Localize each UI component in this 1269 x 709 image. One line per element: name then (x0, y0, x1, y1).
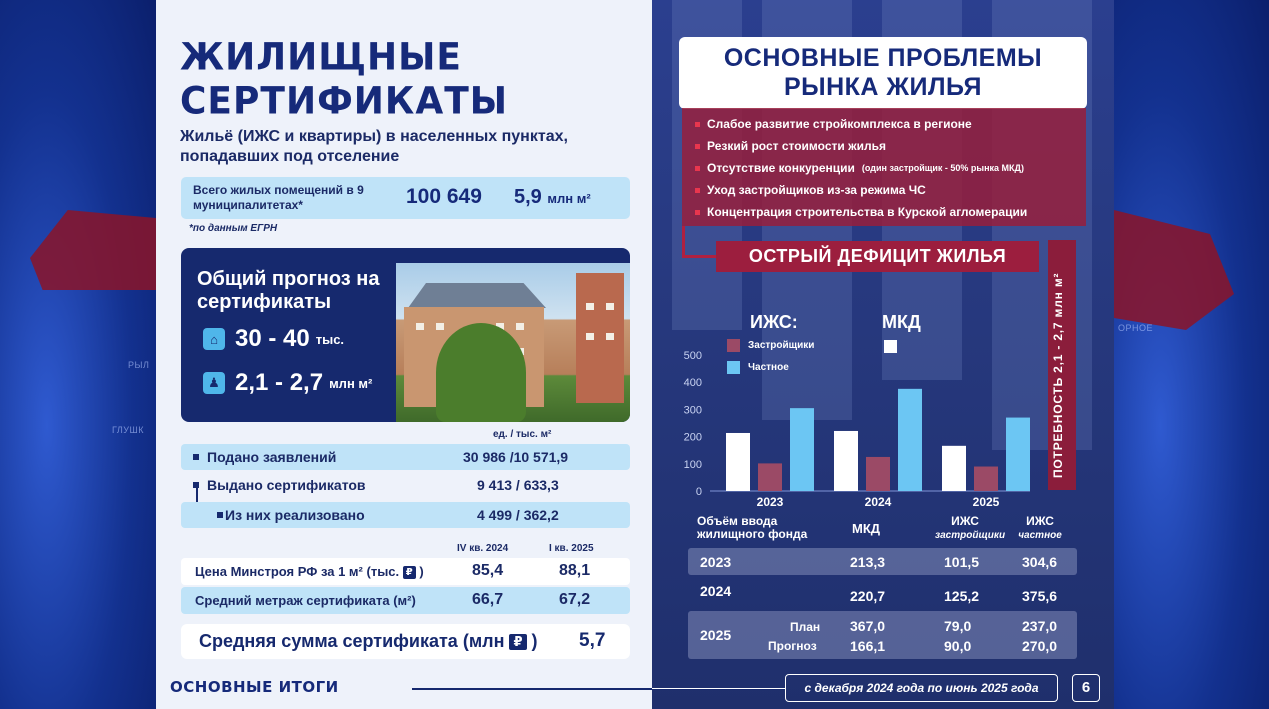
price-value-q4: 85,4 (472, 562, 504, 579)
y-tick-label: 0 (695, 486, 702, 498)
bar-private (790, 408, 814, 491)
table-cell: 375,6 (1022, 588, 1058, 604)
forecast-title: Общий прогноз на сертификаты (197, 268, 380, 313)
table-row-2025 (688, 611, 1077, 659)
stat-row-issued (181, 472, 630, 498)
ruble-icon: ₽ (403, 566, 416, 579)
bar-mkd (726, 433, 750, 491)
title-line: СЕРТИФИКАТЫ (180, 80, 509, 124)
forecast-count-row (203, 325, 344, 353)
price-label (195, 564, 424, 579)
table-header-mkd: МКД (852, 521, 881, 536)
background-map-right (1114, 0, 1269, 709)
quarter-header: IV кв. 2024 (457, 543, 509, 554)
price-value-q1: 88,1 (559, 562, 591, 579)
problem-item (695, 139, 886, 153)
stat-value: 4 499 / 362,2 (477, 507, 559, 523)
area-value-q1: 67,2 (559, 591, 591, 608)
problem-item (695, 205, 1027, 219)
table-cell: 270,0 (1022, 638, 1058, 654)
photo-building (576, 273, 624, 403)
x-tick-label: 2025 (972, 495, 1000, 509)
stat-value: 30 986 /10 571,9 (463, 449, 569, 465)
photo-window (586, 303, 594, 310)
table-header-sub: застройщики (935, 530, 1006, 541)
price-label-end: ) (419, 564, 424, 579)
problem-text: Слабое развитие стройкомплекса в регионе (707, 117, 972, 131)
total-housing-box (181, 177, 630, 219)
photo-tree (436, 323, 526, 422)
total-count: 100 649 (406, 185, 482, 208)
x-tick-label: 2024 (864, 495, 892, 509)
problems-list (682, 108, 1086, 226)
stat-label: Из них реализовано (225, 507, 365, 523)
table-cell: 237,0 (1022, 618, 1058, 634)
table-header-text: ИЖС (951, 514, 979, 528)
legend-label: Частное (748, 362, 789, 373)
bullet (193, 454, 199, 460)
table-header-text: ИЖС (1026, 514, 1054, 528)
page-number: 6 (1072, 674, 1100, 702)
problem-note: (один застройщик - 50% рынка МКД) (861, 163, 1024, 173)
stat-label: Подано заявлений (207, 449, 337, 465)
subtitle: Жильё (ИЖС и квартиры) в населенных пунктах, попадавших под отселение (180, 128, 568, 165)
page-title (180, 36, 640, 124)
bar-mkd (834, 431, 858, 491)
table-year: 2023 (700, 554, 732, 570)
table-year: 2025 (700, 627, 732, 643)
table-cell: 125,2 (944, 588, 980, 604)
price-row (181, 558, 630, 585)
total-area-value: 5,9 (514, 186, 542, 208)
bullet (217, 512, 223, 518)
photo-window (416, 323, 424, 330)
bar-developers (974, 467, 998, 491)
y-tick-label: 500 (683, 350, 702, 362)
table-header-izhs-developers (935, 514, 1006, 542)
total-label: Всего жилых помещений в 9 муниципалитетах* (193, 183, 364, 212)
ruble-icon: ₽ (509, 634, 526, 650)
problem-text: Концентрация строительства в Курской агломерации (707, 205, 1028, 219)
quarter-header: I кв. 2025 (549, 543, 594, 554)
footer-title: ОСНОВНЫЕ ИТОГИ (170, 678, 339, 696)
total-area (514, 186, 591, 209)
background-map-left (0, 0, 156, 709)
total-area-unit: млн м² (547, 191, 591, 206)
bullet (695, 144, 700, 149)
units-label: ед. / тыс. м² (493, 429, 552, 440)
table-cell: 367,0 (850, 618, 886, 634)
plan-label: План (790, 620, 821, 634)
problem-item (695, 117, 972, 131)
x-tick-label: 2023 (756, 495, 784, 509)
table-header-volume: Объём ввода жилищного фонда (697, 514, 808, 541)
forecast-area: 2,1 - 2,7 (235, 369, 324, 396)
forecast-count-unit: тыс. (315, 331, 345, 347)
photo-window (436, 323, 444, 330)
table-cell: 166,1 (850, 638, 886, 654)
area-row (181, 587, 630, 614)
price-label-text: Цена Минстроя РФ за 1 м² (тыс. (195, 564, 400, 579)
problem-text: Резкий рост стоимости жилья (707, 139, 886, 153)
problems-title-line: РЫНКА ЖИЛЬЯ (783, 73, 983, 101)
legend-label: Застройщики (748, 340, 815, 351)
title-line: ЖИЛИЩНЫЕ (180, 35, 462, 79)
bullet (695, 188, 700, 193)
area-value-q4: 66,7 (472, 591, 504, 608)
problem-item (695, 183, 926, 197)
photo-window (516, 323, 524, 330)
photo-window (586, 333, 594, 340)
table-cell: 213,3 (850, 554, 886, 570)
problem-text: Отсутствие конкуренции (707, 161, 855, 175)
legend-mkd-heading: МКД (882, 312, 921, 332)
stat-row-realized (181, 502, 630, 528)
stat-label: Выдано сертификатов (207, 477, 366, 493)
table-header-sub: частное (1018, 530, 1062, 541)
photo-window (606, 303, 614, 310)
background-map-label: ОРНОЕ (1118, 323, 1154, 333)
table-cell: 90,0 (944, 638, 972, 654)
table-cell: 79,0 (944, 618, 972, 634)
table-row (688, 548, 1077, 575)
average-sum-label-end: ) (531, 631, 538, 651)
table-cell: 101,5 (944, 554, 980, 570)
building-photo (396, 263, 630, 422)
bullet (695, 166, 700, 171)
deficit-banner: ОСТРЫЙ ДЕФИЦИТ ЖИЛЬЯ (716, 241, 1039, 272)
stat-value: 9 413 / 633,3 (477, 477, 559, 493)
period-label: с декабря 2024 года по июнь 2025 года (785, 674, 1058, 702)
table-cell: 304,6 (1022, 554, 1058, 570)
bar-developers (758, 463, 782, 491)
background-map-label: РЫЛ (128, 360, 150, 370)
problem-text: Уход застройщиков из-за режима ЧС (707, 183, 926, 197)
y-tick-label: 400 (683, 377, 702, 390)
background-map-label: ГЛУШК (112, 425, 144, 435)
problems-title-line: ОСНОВНЫЕ ПРОБЛЕМЫ (723, 44, 1043, 72)
average-sum-label-text: Средняя сумма сертификата (млн (199, 631, 505, 651)
bar-private (1006, 418, 1030, 491)
forecast-area-unit: млн м² (329, 375, 373, 391)
forecast-area-row (203, 369, 372, 397)
photo-roof (396, 283, 546, 308)
problem-item (695, 161, 1024, 175)
average-sum-value: 5,7 (579, 630, 606, 651)
table-row (688, 578, 1077, 608)
table-header-izhs-private (1012, 515, 1068, 542)
need-text: ПОТРЕБНОСТЬ 2,1 - 2,7 млн м² (1051, 272, 1065, 478)
footnote: *по данным ЕГРН (189, 223, 278, 234)
bullet (695, 210, 700, 215)
forecast-label: Прогноз (768, 639, 817, 653)
bar-private (898, 389, 922, 491)
area-label: Средний метраж сертификата (м²) (195, 593, 416, 608)
table-cell: 220,7 (850, 588, 886, 604)
stat-row-applications (181, 444, 630, 470)
legend-izhs-heading: ИЖС: (750, 312, 798, 332)
table-year: 2024 (700, 583, 732, 599)
problems-title (679, 37, 1087, 109)
forecast-count: 30 - 40 (235, 325, 310, 352)
photo-window (606, 333, 614, 340)
housing-bar-chart (660, 340, 1040, 512)
y-tick-label: 200 (683, 431, 702, 444)
average-sum-label (199, 631, 538, 652)
person-icon: ♟ (203, 372, 225, 394)
house-icon: ⌂ (203, 328, 225, 350)
forecast-box (181, 248, 630, 422)
footer-divider (652, 688, 785, 689)
bar-developers (866, 457, 890, 491)
bar-mkd (942, 446, 966, 491)
y-tick-label: 100 (683, 458, 702, 471)
arrow-connector (682, 226, 716, 258)
y-tick-label: 300 (683, 404, 702, 417)
average-sum-box (181, 624, 630, 659)
bullet (695, 122, 700, 127)
